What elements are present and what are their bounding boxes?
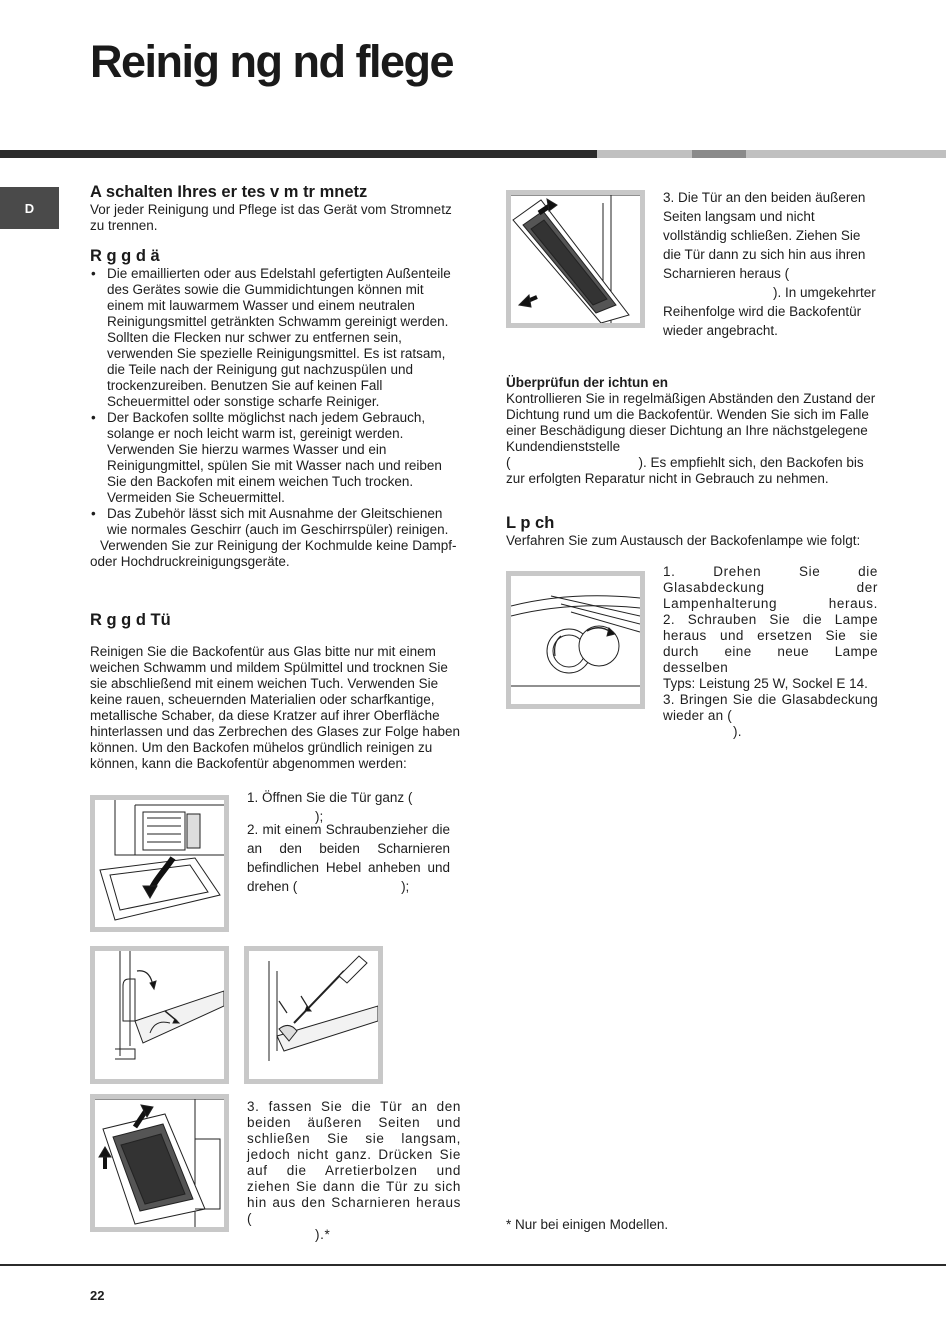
bullet-list <box>90 266 462 538</box>
section-heading: Überprüfun der ichtun en <box>506 375 668 390</box>
footnote: * Nur bei einigen Modellen. <box>506 1217 669 1232</box>
list-item: • Das Zubehör lässt sich mit Ausnahme der Gleitschienen wie normales Geschirr (auch im Geschirrspüler) reinigen. <box>90 506 462 538</box>
language-tab: D <box>0 187 59 229</box>
section-text: Vor jeder Reinigung und Pflege ist das Gerät vom Stromnetz zu trennen. <box>90 202 452 233</box>
section-lamp <box>506 514 878 549</box>
door-step-2-end: ); <box>401 879 410 894</box>
door-step-2-text: 2. mit einem Schraubenzieher die an den beiden Scharnieren befindlichen Hebel anheben und drehen ( <box>247 822 450 894</box>
section-heading: L p ch <box>506 514 555 532</box>
door-right-step-3-end: ). In umgekehrter Reihenfolge wird die Backofentür wieder angebracht. <box>663 285 876 338</box>
section-cleaning-door <box>90 611 462 772</box>
page-title: Reinig ng nd flege <box>90 36 453 87</box>
oven-lamp-illustration <box>506 571 645 709</box>
section-heading: A schalten Ihres er tes v m tr mnetz <box>90 183 368 201</box>
header-rule-mid <box>692 150 746 158</box>
door-step-3-text: 3. fassen Sie die Tür an den beiden äußeren Seiten und schließen Sie sie langsam, jedoch nicht ganz. Drücken Sie auf die Arretierbolzen und ziehen Sie dann die Tür zu sich hin aus den Scharnieren heraus ( <box>247 1099 461 1226</box>
list-item: • Der Backofen sollte möglichst nach jedem Gebrauch, solange er noch leicht warm ist, gereinigt werden. Verwenden Sie hierzu warmes Wasser und ein Reinigungmittel, spülen Sie mit Wasser nach und reiben Sie den Backofen mit einem weichen Tuch trocken. Vermeiden Sie Scheuermittel. <box>90 410 462 506</box>
list-item: • Die emaillierten oder aus Edelstahl gefertigten Außenteile des Gerätes sowie die Gummidichtungen können mit einem mit lauwarmem Wasser und einem neutralen Reinigungsmittel getränkten Schwamm gereinigt werden. Sollten die Flecken nur schwer zu entfernen sein, verwenden Sie spezielle Reinigungsmittel. Es ist ratsam, die Teile nach der Reinigung gut nachzuspülen und trockenzureiben. Benutzen Sie auf keinen Fall Scheuermittel oder sonstige scharfe Reiniger. <box>90 266 462 410</box>
section-text: Verfahren Sie zum Austausch der Backofenlampe wie folgt: <box>506 533 861 548</box>
hinge-lever-illustration <box>90 946 229 1084</box>
door-step-1-text: 1. Öffnen Sie die Tür ganz ( <box>247 790 413 805</box>
screwdriver-hinge-illustration <box>244 946 383 1084</box>
door-step-3 <box>247 1099 461 1243</box>
section-note: Verwenden Sie zur Reinigung der Kochmulde keine Dampf- oder Hochdruckreinigungsgeräte. <box>90 538 457 569</box>
section-heading: R g g d Tü <box>90 611 171 629</box>
lamp-step-3-end: ). <box>733 724 742 739</box>
lamp-step-1: 1. Drehen Sie die Glasabdeckung der Lampenhalterung heraus. <box>663 564 878 611</box>
lamp-steps <box>663 564 878 740</box>
seals-text-b: ( <box>506 455 511 470</box>
section-cleaning-device <box>90 247 462 570</box>
seals-text-a: Kontrollieren Sie in regelmäßigen Abständen den Zustand der Dichtung rund um die Backofentür. Wenden Sie sich im Falle einer Beschädigung dieser Dichtung an Ihre nächstgelegene Kundendienststelle <box>506 391 876 454</box>
page-number: 22 <box>90 1288 105 1303</box>
section-text <box>506 391 878 487</box>
header-rule-dark <box>0 150 597 158</box>
footer-rule <box>0 1264 946 1266</box>
door-reattach-illustration <box>506 190 645 328</box>
oven-door-open-illustration <box>90 795 229 932</box>
header-rule-light <box>597 150 692 158</box>
lamp-step-2: 2. Schrauben Sie die Lampe heraus und ersetzen Sie sie durch eine neue Lampe desselben <box>663 612 878 675</box>
door-right-step-3-text: 3. Die Tür an den beiden äußeren Seiten langsam und nicht vollständig schließen. Ziehen Sie die Tür dann zu sich hin aus ihren Scharnieren heraus ( <box>663 190 866 281</box>
door-step-1-end: ); <box>315 809 324 824</box>
section-disconnect <box>90 183 462 234</box>
section-text: Reinigen Sie die Backofentür aus Glas bitte nur mit einem weichen Schwamm und mildem Spülmittel und trocknen Sie sie abschließend mit einem weichen Tuch. Verwenden Sie keine rauen, scheuernden Materialien oder scharfkantige, metallische Schaber, da diese Kratzer auf ihrer Oberfläche hinterlassen und das Zerbrechen des Glases zur Folge haben können. Um den Backofen mühelos gründlich reinigen zu können, kann die Backofentür abgenommen werden: <box>90 644 460 771</box>
door-right-step-3 <box>663 188 878 340</box>
door-step-3-end: ).* <box>315 1227 331 1242</box>
door-removal-illustration <box>90 1094 229 1232</box>
lamp-step-3-text: 3. Bringen Sie die Glasabdeckung wieder an ( <box>663 692 878 723</box>
header-rule-light-right <box>746 150 946 158</box>
section-seals <box>506 375 878 487</box>
section-heading: R g g d ä <box>90 247 160 265</box>
door-step-2 <box>247 820 450 896</box>
lamp-step-3 <box>663 692 878 740</box>
seals-text-c: ). Es empfiehlt sich, den Backofen bis zur erfolgten Reparatur nicht in Gebrauch zu nehmen. <box>506 455 864 486</box>
lamp-step-2-types: Typs: Leistung 25 W, Sockel E 14. <box>663 676 868 691</box>
